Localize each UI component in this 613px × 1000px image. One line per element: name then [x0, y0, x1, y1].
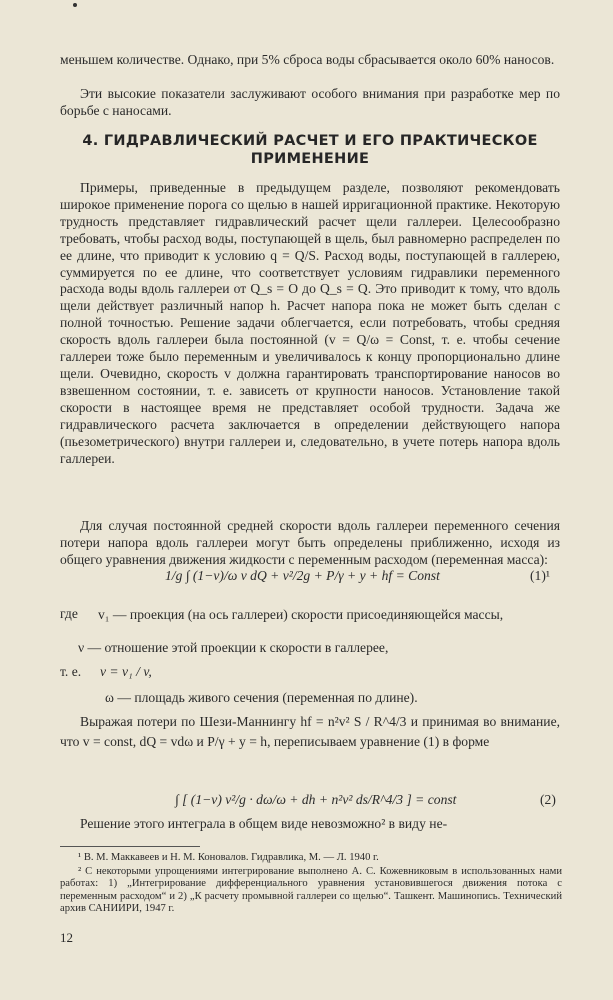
footnote-2: ² С некоторыми упрощениями интегрирование выполнено А. С. Кожевниковым в использованных нами работах: 1) „Интегрирование дифференциального уравнения установившегося движения потока с переменным расходом“ и 2) „К расчету промывной галлереи со щелью“. Ташкент. Машинопись. Технический архив САНИИРИ, 1947 г. — [60, 866, 562, 915]
paragraph-4: Для случая постоянной средней скорости вдоль галлереи переменного сечения потери напора вдоль галлереи могут быть определены приближенно, исходя из общего уравнения движения жидкости с переменным расходом (переменная масса): — [60, 518, 560, 567]
definition-nu-ie: т. е. — [60, 664, 82, 679]
section-heading: 4. ГИДРАВЛИЧЕСКИЙ РАСЧЕТ И ЕГО ПРАКТИЧЕСКОЕ ПРИМЕНЕНИЕ — [82, 133, 538, 167]
paragraph-5: Выражая потери по Шези-Маннингу hf = n²v² S / R^4/3 и принимая во внимание, что v = const, dQ = vdω и P/γ + y = h, переписываем уравнение (1) в форме — [60, 714, 560, 749]
equation-1: 1/g ∫ (1−ν)/ω v dQ + v²/2g + P/γ + y + hf = Const — [165, 568, 440, 583]
where-label: где — [60, 606, 78, 621]
equation-2: ∫ [ (1−ν) v²/g · dω/ω + dh + n²v² ds/R^4/3 ] = const — [175, 792, 457, 807]
page-number: 12 — [60, 930, 73, 945]
footnote-divider — [60, 846, 200, 847]
paragraph-3: Примеры, приведенные в предыдущем разделе, позволяют рекомендовать широкое применение порога со щелью в нашей ирригационной практике. Некоторую трудность представляет гидравлический расчет щели галлереи. Целесообразно требовать, чтобы расход воды, поступающей в щель, был равномерно распределен по ее длине, что приводит к условию q = Q/S. Расход воды, поступающей в галлерею, суммируется по ее длине, что соответствует условиям гидравлики переменного расхода воды вдоль галлереи от Q_s = O до Q_s = Q. Это приводит к тому, что вдоль щели действует различный напор h. Расчет напора пока не может быть сделан с полной точностью. Решение задачи облегчается, если потребовать, чтобы средняя скорость вдоль галлереи была постоянной (v = Q/ω = Const, т. е. чтобы сечение галлереи тоже было переменным и увеличивалось к концу пропорционально длине щели. Очевидно, скорость v должна гарантировать транспортирование наносов во взвешенном состоянии, т. е. зависеть от крупности наносов. Установление такой скорости в настоящее время не представляет особой трудности. Задача же гидравлического расчета заключается в определении действующего напора (пьезометрического) внутри галлереи и, следовательно, в учете потерь напора вдоль галлереи. — [60, 180, 560, 466]
equation-2-number: (2) — [540, 792, 556, 807]
definition-nu: ν — отношение этой проекции к скорости в галлерее, — [78, 640, 389, 655]
paragraph-6: Решение этого интеграла в общем виде невозможно² в виду не- — [80, 816, 448, 831]
footnote-1: ¹ В. М. Маккавеев и Н. М. Коновалов. Гидравлика, М. — Л. 1940 г. — [78, 852, 379, 863]
equation-1-number: (1)¹ — [530, 568, 550, 583]
print-speck — [73, 3, 77, 7]
paragraph-top: меньшем количестве. Однако, при 5% сброса воды сбрасывается около 60% наносов. — [60, 52, 555, 67]
paragraph-2: Эти высокие показатели заслуживают особого внимания при разработке мер по борьбе с наносами. — [60, 86, 560, 118]
definition-omega: ω — площадь живого сечения (переменная по длине). — [105, 690, 418, 705]
definition-v1: v₁ — проекция (на ось галлереи) скорости присоединяющейся массы, — [98, 607, 504, 622]
definition-nu-fraction: ν = v₁ / v, — [100, 664, 152, 679]
